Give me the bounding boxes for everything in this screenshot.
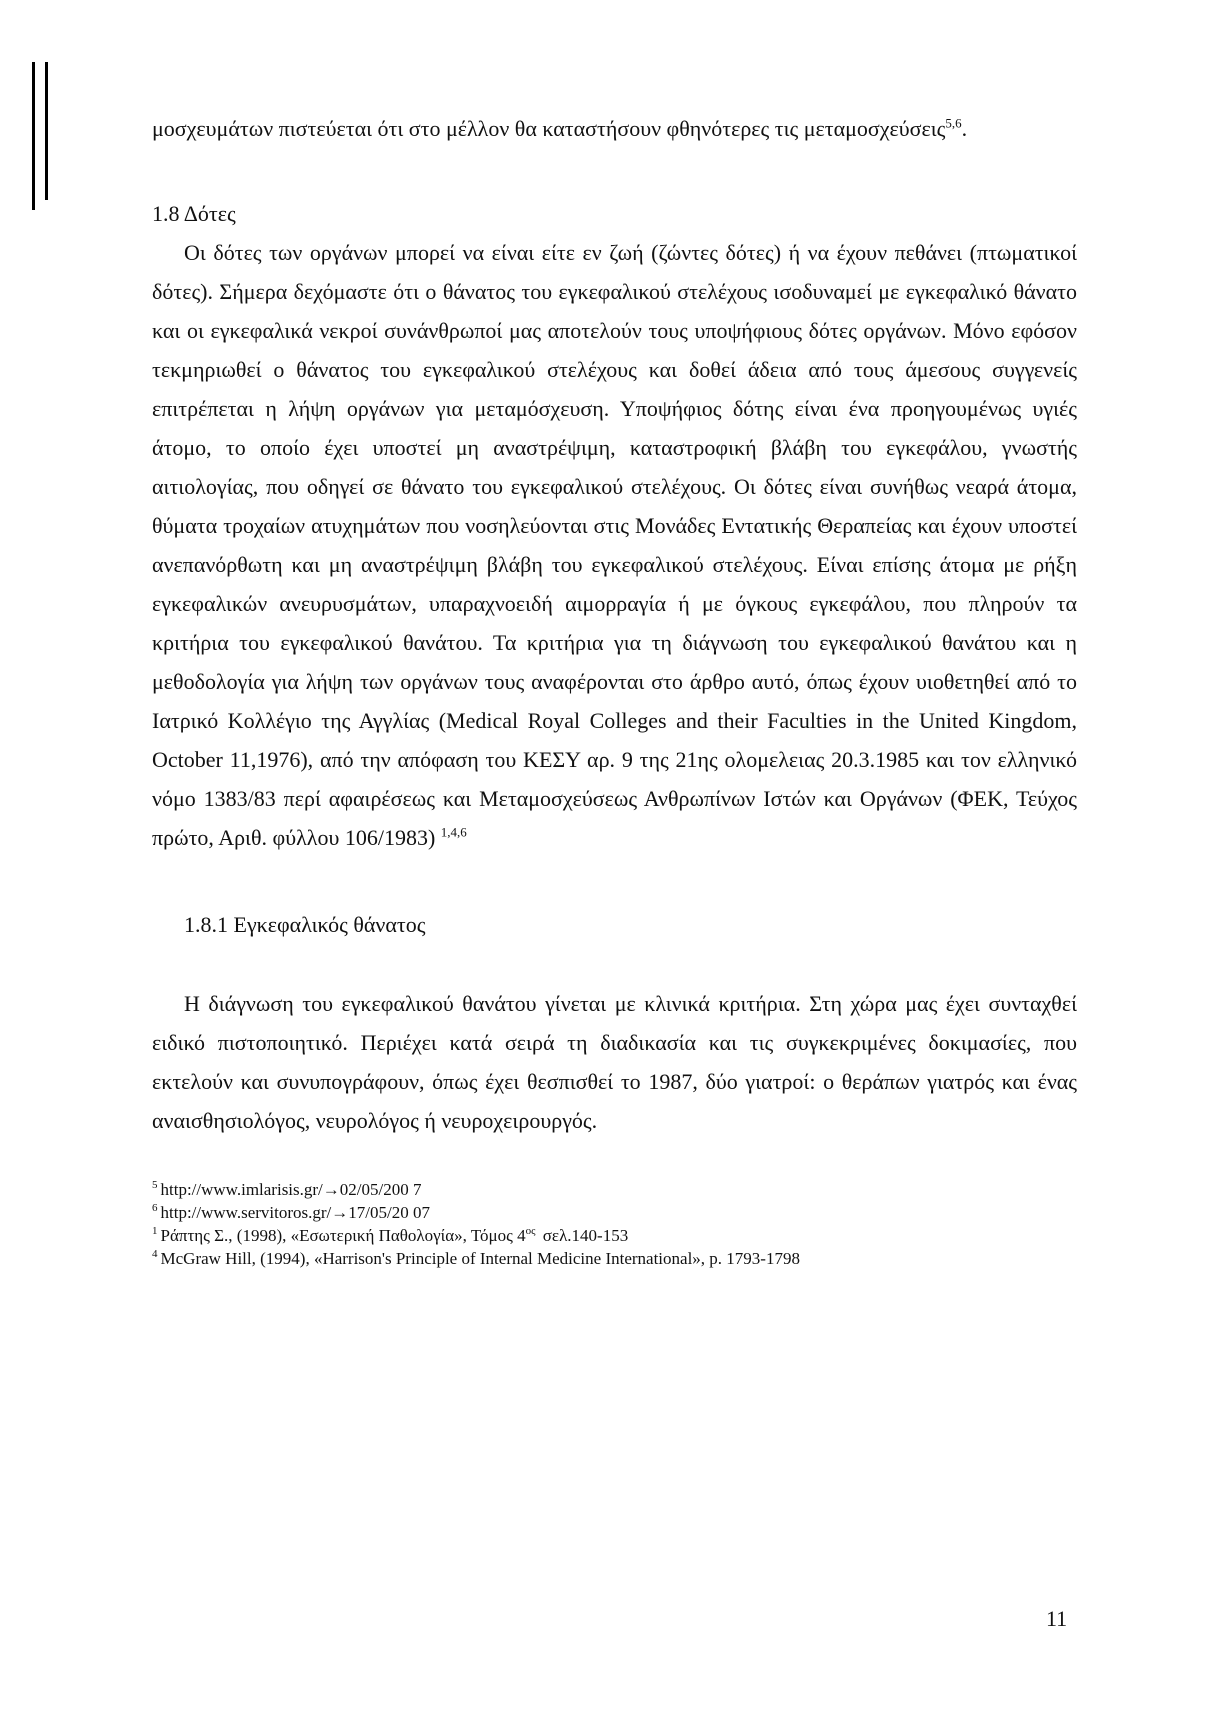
page-number: 11 xyxy=(1046,1606,1068,1631)
footnote-mark: 4 xyxy=(152,1248,158,1261)
margin-bar xyxy=(45,62,48,200)
footnote xyxy=(152,1247,1077,1270)
footnote xyxy=(152,1201,1077,1224)
paragraph-text: Οι δότες των οργάνων μπορεί να είναι είτε εν ζωή (ζώντες δότες) ή να έχουν πεθάνει (πτωματικοί δότες). Σήμερα δεχόμαστε ότι ο θάνατος του εγκεφαλικού στελέχους ισοδυναμεί με εγκεφαλικό θάνατο και οι εγκεφαλικά νεκροί συνάνθρωποί μας αποτελούν τους υποψήφιους δότες οργάνων. Μόνο εφόσον τεκμηριωθεί ο θάνατος του εγκεφαλικού στελέχους και δοθεί άδεια από τους άμεσους συγγενείς επιτρέπεται η λήψη οργάνων για μεταμόσχευση. Υποψήφιος δότης είναι ένα προηγουμένως υγιές άτομο, το οποίο έχει υποστεί μη αναστρέψιμη, καταστροφική βλάβη του εγκεφάλου, γνωστής αιτιολογίας, που οδηγεί σε θάνατο του εγκεφαλικού στελέχους. Οι δότες είναι συνήθως νεαρά άτομα, θύματα τροχαίων ατυχημάτων που νοσηλεύονται στις Μονάδες Εντατικής Θεραπείας και έχουν υποστεί ανεπανόρθωτη και μη αναστρέψιμη βλάβη του εγκεφαλικού στελέχους. Είναι επίσης άτομα με ρήξη εγκεφαλικών ανευρυσμάτων, υπαραχνοειδή αιμορραγία ή με όγκους εγκεφάλου, που πληρούν τα κριτήρια του εγκεφαλικού θανάτου. Τα κριτήρια για τη διάγνωση του εγκεφαλικού θανάτου και η μεθοδολογία για λήψη των οργάνων τους αναφέρονται στο άρθρο αυτό, όπως έχουν υιοθετηθεί από το Ιατρικό Κολλέγιο της Αγγλίας (Medical Royal Colleges and their Faculties in the United Kingdom, October 11,1976), από την απόφαση του ΚΕΣΥ αρ. 9 της 21ης ολομελειας 20.3.1985 και τον ελληνικό νόμο 1383/83 περί αφαιρέσεως και Μεταμοσχεύσεως Ανθρωπίνων Ιστών και Οργάνων (ΦΕΚ, Τεύχος πρώτο, Αριθ. φύλλου 106/1983) xyxy=(152,240,1077,850)
footnote-ordinal: ος xyxy=(525,1225,536,1238)
footnote-text: http://www.servitoros.gr/→17/05/20 07 xyxy=(160,1203,430,1222)
footnote-mark: 5 xyxy=(152,1179,158,1192)
citation-superscript: 1,4,6 xyxy=(440,824,467,840)
footnote-text: McGraw Hill, (1994), «Harrison's Principle of Internal Medicine International», p. 1793-1798 xyxy=(160,1249,800,1268)
footnote-text: σελ.140-153 xyxy=(538,1226,629,1245)
footnote-mark: 1 xyxy=(152,1225,158,1238)
margin-bar xyxy=(32,62,35,210)
punctuation: . xyxy=(961,116,968,141)
footnote-text: http://www.imlarisis.gr/→02/05/200 7 xyxy=(160,1180,422,1199)
subsection-heading-brain-death: 1.8.1 Εγκεφαλικός θάνατος xyxy=(184,912,426,937)
section-heading-donors: 1.8 Δότες xyxy=(152,201,236,226)
footnote-text: Ράπτης Σ., (1998), «Εσωτερική Παθολογία», Τόμος 4 xyxy=(160,1226,526,1245)
footnotes xyxy=(152,1178,1077,1270)
paragraph-brain-death: Η διάγνωση του εγκεφαλικού θανάτου γίνεται με κλινικά κριτήρια. Στη χώρα μας έχει συνταχθεί ειδικό πιστοποιητικό. Περιέχει κατά σειρά τη διαδικασία και τις συγκεκριμένες δοκιμασίες, που εκτελούν και συνυπογράφουν, όπως έχει θεσπισθεί το 1987, δύο γιατροί: ο θεράπων γιατρός και ένας αναισθησιολόγος, νευρολόγος ή νευροχειρουργός. xyxy=(152,991,1077,1133)
footnote-mark: 6 xyxy=(152,1202,158,1215)
citation-superscript: 5,6 xyxy=(945,115,962,131)
paragraph-donors xyxy=(152,233,1077,857)
paragraph-text: μοσχευμάτων πιστεύεται ότι στο μέλλον θα καταστήσουν φθηνότερες τις μεταμοσχεύσεις xyxy=(152,116,946,141)
footnote xyxy=(152,1224,1077,1247)
paragraph-continuation xyxy=(152,109,1077,148)
document-body xyxy=(152,109,1077,1270)
footnote xyxy=(152,1178,1077,1201)
